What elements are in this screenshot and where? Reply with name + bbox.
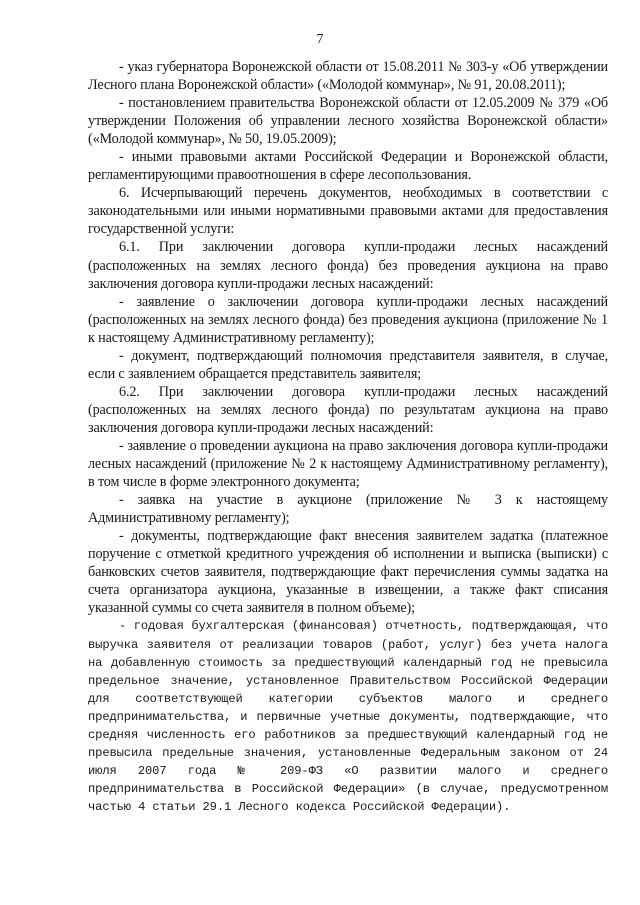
page-number: 7 xyxy=(316,32,324,47)
paragraph-deposit-documents: - документы, подтверждающие факт внесения заявителем задатка (платежное поручение с отметкой кредитного учреждения об исполнении и выписка (выписки) с банковских счетов заявителя, подтверждающие факт перечисления суммы задатка на счета организатора аукциона, указанные в извещении, а также факт списания указанной суммы со счета заявителя в полном объеме); xyxy=(88,528,608,617)
paragraph-auction-participation: - заявка на участие в аукционе (приложение № 3 к настоящему Административному регламенту); xyxy=(88,492,608,527)
paragraph-section-6: 6. Исчерпывающий перечень документов, необходимых в соответствии с законодательными или иными нормативными правовыми актами для предоставления государственной услуги: xyxy=(88,185,608,238)
paragraph-government-resolution: - постановлением правительства Воронежской области от 12.05.2009 № 379 «Об утверждении Положения об управлении лесного хозяйства Воронежской области» («Молодой коммунар», № 50, 19.05.2009); xyxy=(88,95,608,148)
document-body xyxy=(88,58,608,816)
paragraph-financial-statements: - годовая бухгалтерская (финансовая) отчетность, подтверждающая, что выручка заявителя от реализации товаров (работ, услуг) без учета налога на добавленную стоимость за предшествующий календарный год не превысила предельное значение, установленное Правительством Российской Федерации для соответствующей категории субъектов малого и среднего предпринимательства, и первичные учетные документы, подтверждающие, что средняя численность его работников за предшествующий календарный год не превысила предельные значения, установленные Федеральным законом от 24 июля 2007 года № 209-ФЗ «О развитии малого и среднего предпринимательства в Российской Федерации» (в случае, предусмотренном частью 4 статьи 29.1 Лесного кодекса Российской Федерации). xyxy=(88,619,608,814)
paragraph-auction-application: - заявление о проведении аукциона на право заключения договора купли-продажи лесных насаждений (приложение № 2 к настоящему Административному регламенту), в том числе в форме электронного документа; xyxy=(88,437,608,491)
paragraph-other-legal-acts: - иными правовыми актами Российской Федерации и Воронежской области, регламентирующими правоотношения в сфере лесопользования. xyxy=(88,149,608,184)
paragraph-application-no-auction: - заявление о заключении договора купли-продажи лесных насаждений (расположенных на землях лесного фонда) без проведения аукциона (приложение № 1 к настоящему Административному регламенту); xyxy=(88,293,608,346)
paragraph-representative-authority: - документ, подтверждающий полномочия представителя заявителя, в случае, если с заявлением обращается представитель заявителя; xyxy=(88,347,608,382)
paragraph-section-6-2: 6.2. При заключении договора купли-продажи лесных насаждений (расположенных на землях лесного фонда) по результатам аукциона на право заключения договора купли-продажи лесных насаждений: xyxy=(88,383,608,436)
paragraph-governor-decree: - указ губернатора Воронежской области от 15.08.2011 № 303-у «Об утверждении Лесного плана Воронежской области» («Молодой коммунар», № 91, 20.08.2011); xyxy=(88,59,608,94)
paragraph-section-6-1: 6.1. При заключении договора купли-продажи лесных насаждений (расположенных на землях лесного фонда) без проведения аукциона на право заключения договора купли-продажи лесных насаждений: xyxy=(88,239,608,292)
